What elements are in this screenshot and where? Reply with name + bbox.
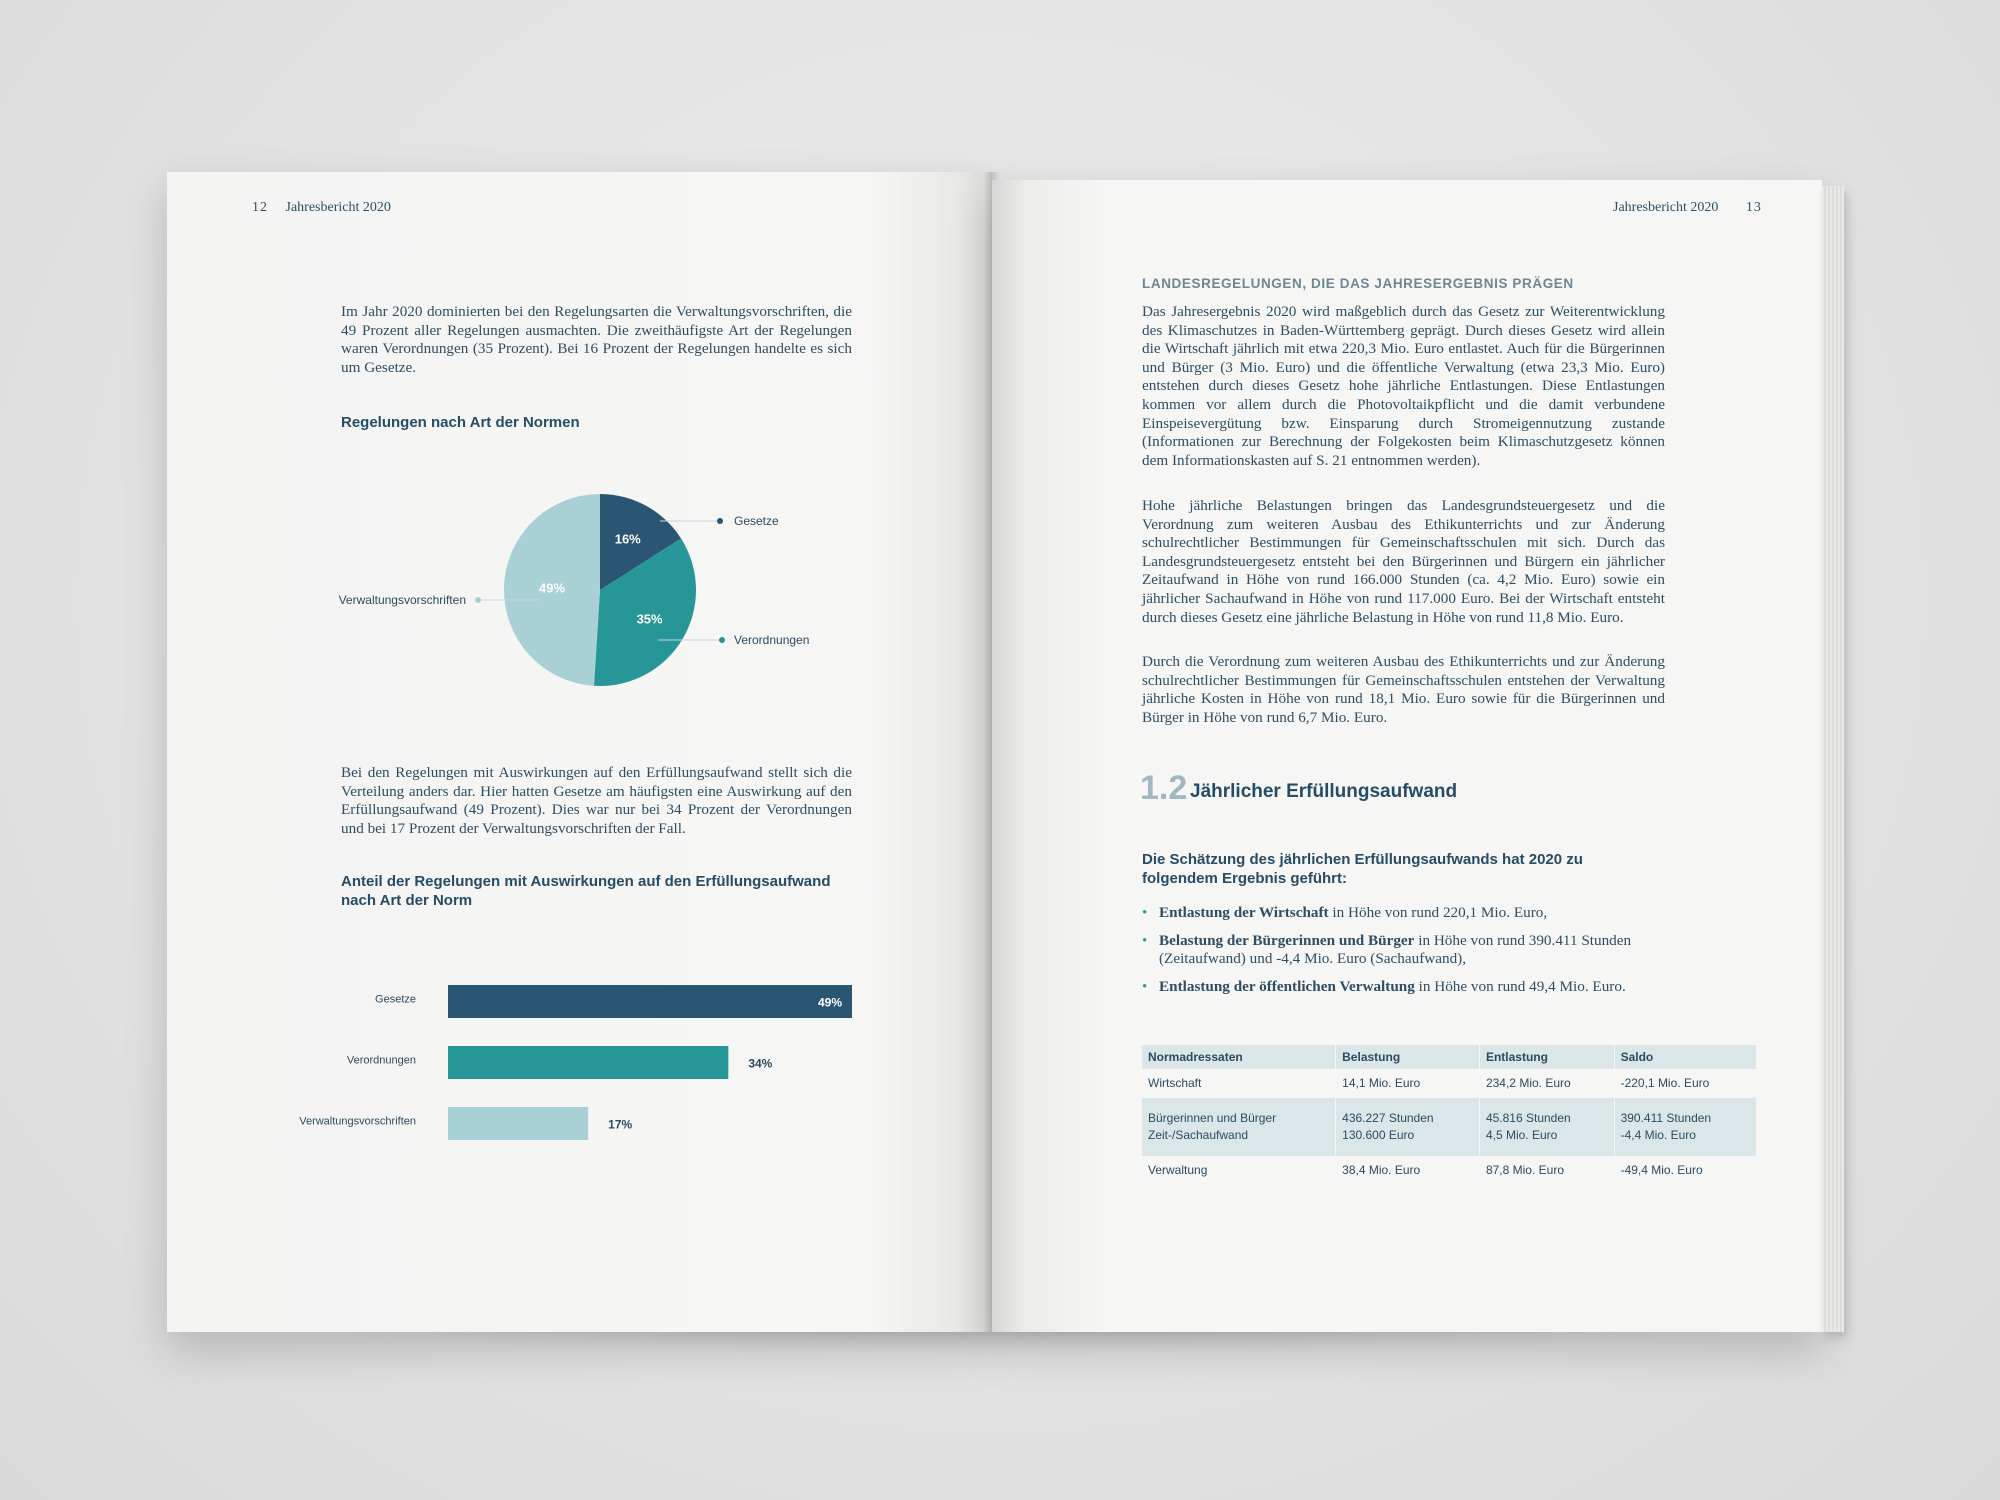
bullet-bold: Entlastung der Wirtschaft (1159, 904, 1329, 921)
table-cell (1142, 1098, 1336, 1156)
bar-gesetze (448, 985, 852, 1018)
table-cell (1336, 1156, 1480, 1185)
intro-paragraph: Im Jahr 2020 dominierten bei den Regelungsarten die Verwaltungsvorschriften, die 49 Prozent aller Regelungen ausmachten. Die zweithäufigste Art der Regelungen waren Verordnungen (35 Prozent). Bei 16 Prozent der Regelungen handelte es sich um Gesetze. (341, 303, 852, 376)
table-cell (1336, 1098, 1480, 1156)
table-header-cell: Saldo (1614, 1045, 1756, 1069)
legend-dot (719, 637, 725, 643)
bar-category-label: Verwaltungsvorschriften (299, 1115, 416, 1128)
cell-text: Bürgerinnen und Bürger (1148, 1111, 1277, 1125)
table-cell (1479, 1156, 1614, 1185)
bar-category-label: Verordnungen (346, 1054, 416, 1067)
bullet-text: in Höhe von rund 49,4 Mio. Euro. (1414, 977, 1626, 995)
bullet-text: in Höhe von rund 390.411 Stunden (Zeitaufwand) und -4,4 Mio. Euro (Sachaufwand), (1159, 931, 1632, 968)
cell-text: -220,1 Mio. Euro (1620, 1076, 1710, 1090)
pie-value-label: 16% (614, 531, 641, 547)
pie-value-label: 49% (539, 580, 566, 596)
bar-value-label: 34% (748, 1056, 773, 1071)
page-number: 13 (1745, 200, 1762, 215)
bullet-bold: Belastung der Bürgerinnen und Bürger (1159, 931, 1415, 949)
table-row (1142, 1156, 1756, 1185)
table-cell (1479, 1098, 1614, 1156)
cell-text: -49,4 Mio. Euro (1620, 1163, 1703, 1177)
body-paragraph-3: Durch die Verordnung zum weiteren Ausbau des Ethikunterrichts und zur Änderung schulrechtlicher Bestimmungen für Gemeinschaftsschulen entstehen der Verwaltung jährliche Kosten in Höhe von rund 18,1 Mio. Euro sowie für die Bürgerinnen und Bürger in Höhe von rund 6,7 Mio. Euro. (1142, 653, 1665, 726)
pie-chart-title: Regelungen nach Art der Normen (341, 414, 580, 431)
table-cell (1336, 1069, 1480, 1098)
right-page-header (1613, 200, 1762, 216)
results-table (1142, 1045, 1756, 1185)
cell-text: Zeit-/Sachaufwand (1148, 1128, 1249, 1142)
table-header-cell: Normadressaten (1142, 1045, 1336, 1069)
bar-value-label: 17% (608, 1117, 633, 1132)
bar-verordnungen (448, 1046, 728, 1079)
table-cell (1142, 1156, 1336, 1185)
cell-text: 130.600 Euro (1342, 1128, 1415, 1142)
bullet-text: in Höhe von rund 220,1 Mio. Euro, (1328, 904, 1548, 921)
legend-dot (475, 597, 481, 603)
body-paragraph-2: Hohe jährliche Belastungen bringen das Landesgrundsteuergesetz und die Verordnung zum weiteren Ausbau des Ethikunterrichts und zur Änderung schulrechtlicher Bestimmungen für Gemeinschaftsschulen mit sich. Durch das Landesgrundsteuergesetz entsteht bei den Bürgerinnen und Bürgern ein jährlicher Zeitaufwand in Höhe von rund 166.000 Stunden (ca. 4,2 Mio. Euro) sowie ein jährlicher Sachaufwand in Höhe von rund 117.000 Euro. Bei der Wirtschaft entsteht durch dieses Gesetz eine jährliche Belastung in Höhe von rund 11,8 Mio. Euro. (1142, 497, 1665, 626)
cell-text: -4,4 Mio. Euro (1620, 1128, 1696, 1142)
pie-value-label: 35% (636, 611, 663, 627)
pie-chart (330, 470, 850, 710)
legend-label: Verwaltungsvorschriften (338, 593, 466, 607)
bar-chart-title: Anteil der Regelungen mit Auswirkungen auf den Erfüllungsaufwand nach Art der Norm (341, 873, 831, 909)
cell-text: 45.816 Stunden (1485, 1111, 1571, 1125)
running-title: Jahresbericht 2020 (285, 200, 391, 215)
running-title: Jahresbericht 2020 (1613, 200, 1719, 215)
section-number: 1.2 (1140, 769, 1188, 807)
section-heading: LANDESREGELUNGEN, DIE DAS JAHRESERGEBNIS PRÄGEN (1142, 276, 1574, 291)
results-list (1142, 904, 1662, 1005)
legend-label: Gesetze (734, 514, 779, 528)
table-cell (1614, 1156, 1756, 1185)
table-cell (1614, 1069, 1756, 1098)
body-paragraph-1: Das Jahresergebnis 2020 wird maßgeblich durch das Gesetz zur Weiterentwicklung des Klimaschutzes in Baden-Württemberg geprägt. Durch dieses Gesetz wird allein die Wirtschaft jährlich mit etwa 220,3 Mio. Euro entlastet. Auch für die Bürgerinnen und Bürger (3 Mio. Euro) und die öffentliche Verwaltung (etwa 23,3 Mio. Euro) entstehen durch dieses Gesetz hohe jährliche Entlastungen. Diese Entlastungen kommen vor allem durch die Photovoltaikpflicht und die damit verbundene Einspeisevergütung bzw. Einsparung durch Stromeigennutzung zustande (Informationen zur Berechnung der Folgekosten beim Klimaschutzgesetz können dem Informationskasten auf S. 21 entnommen werden). (1142, 303, 1665, 469)
cell-text: Wirtschaft (1148, 1076, 1202, 1090)
table-cell (1142, 1069, 1336, 1098)
cell-text: 87,8 Mio. Euro (1485, 1163, 1564, 1177)
list-item (1142, 978, 1662, 997)
cell-text: 4,5 Mio. Euro (1485, 1128, 1558, 1142)
table-cell (1614, 1098, 1756, 1156)
left-page-header (252, 200, 391, 216)
results-subheading: Die Schätzung des jährlichen Erfüllungsaufwands hat 2020 zu folgendem Ergebnis geführt: (1142, 851, 1583, 887)
page-number: 12 (252, 200, 268, 215)
bar-value-label: 49% (817, 995, 842, 1010)
bar-category-label: Gesetze (375, 993, 416, 1006)
table-header-cell: Entlastung (1479, 1045, 1614, 1069)
cell-text: 390.411 Stunden (1620, 1111, 1712, 1125)
second-paragraph: Bei den Regelungen mit Auswirkungen auf den Erfüllungsaufwand stellt sich die Verteilung anders dar. Hier hatten Gesetze am häufigsten eine Auswirkung auf den Erfüllungsaufwand (49 Prozent). Dies war nur bei 34 Prozent der Verordnungen und bei 17 Prozent der Verwaltungsvorschriften der Fall. (341, 764, 852, 837)
cell-text: 436.227 Stunden (1342, 1111, 1434, 1125)
list-item (1142, 932, 1662, 969)
section-title: Jährlicher Erfüllungsaufwand (1190, 781, 1458, 802)
table-row (1142, 1069, 1756, 1098)
list-item (1142, 904, 1662, 923)
table-header-cell: Belastung (1336, 1045, 1480, 1069)
bullet-bold: Entlastung der öffentlichen Verwaltung (1159, 977, 1415, 995)
bar-verwaltungsvorschriften (448, 1107, 588, 1140)
cell-text: 234,2 Mio. Euro (1485, 1076, 1571, 1090)
cell-text: 14,1 Mio. Euro (1342, 1076, 1421, 1090)
table-header (1142, 1045, 1756, 1069)
bar-chart (290, 970, 910, 1140)
cell-text: Verwaltung (1148, 1163, 1208, 1177)
table-row (1142, 1098, 1756, 1156)
legend-label: Verordnungen (734, 633, 810, 647)
legend-dot (717, 518, 723, 524)
table-cell (1479, 1069, 1614, 1098)
cell-text: 38,4 Mio. Euro (1342, 1163, 1421, 1177)
page-edges (1822, 186, 1844, 1332)
